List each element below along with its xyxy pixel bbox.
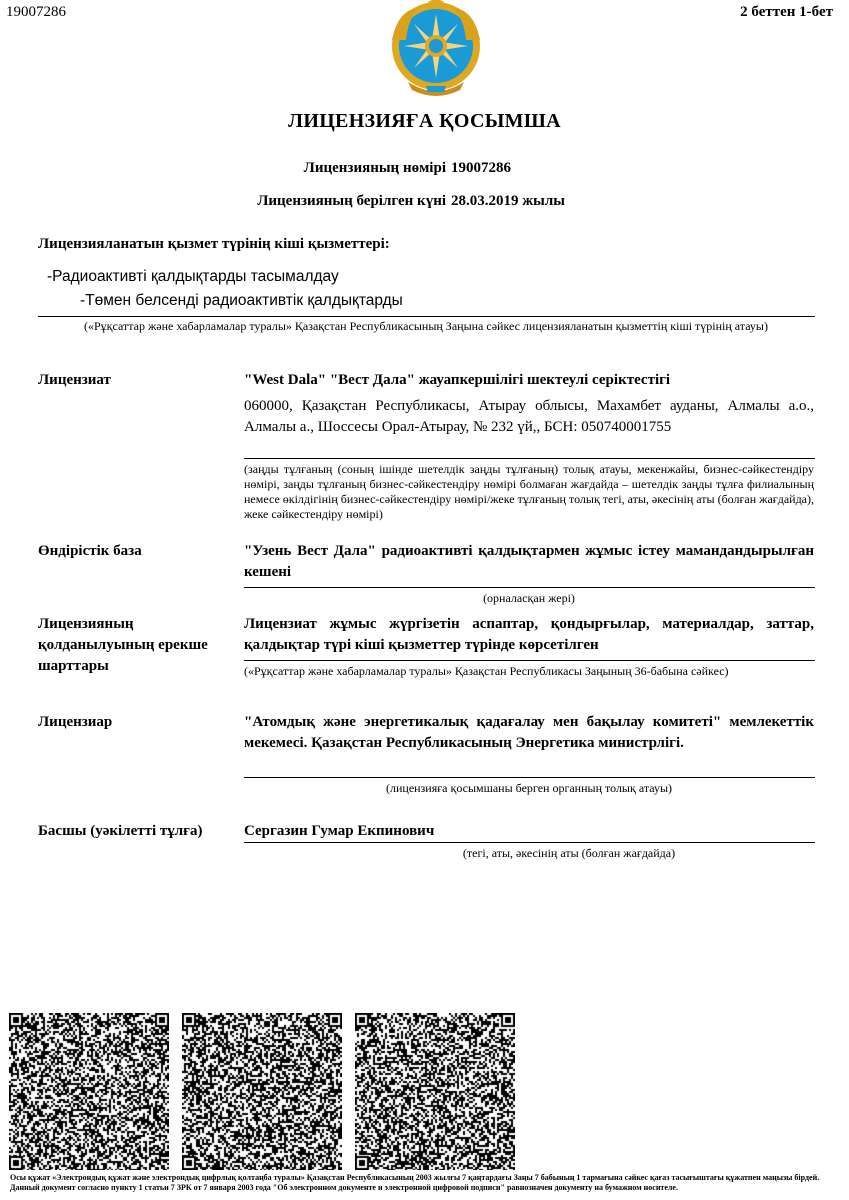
divider — [244, 842, 815, 843]
subactivity-item: -Радиоактивті қалдықтарды тасымалдау — [47, 268, 339, 285]
licensee-label: Лицензиат — [38, 372, 111, 388]
document-number: 19007286 — [6, 4, 66, 20]
licensor-caption: (лицензияға қосымшаны берген органның толық атауы) — [385, 781, 673, 795]
divider — [244, 777, 815, 778]
subactivities-caption: («Рұқсаттар және хабарламалар туралы» Қазақстан Республикасының Заңына сәйкес лицензияланатын қызметтің кіші түрінің атауы) — [84, 319, 768, 333]
divider — [244, 458, 815, 459]
licensor-label: Лицензиар — [38, 714, 113, 730]
divider — [244, 587, 815, 588]
license-date-label: Лицензияның берілген күні — [257, 193, 446, 209]
license-number-label: Лицензияның нөмірі — [303, 160, 446, 176]
legal-footer: Осы құжат «Электрондық құжат және электрондық цифрлық қолтаңба туралы» Қазақстан Республикасының 2003 жылғы 7 қаңтардағы Заңы 7 бабының 1 тармағына сәйкес қағаз тасығыштағы құжатпен маңызы бірдей. Данный документ согласно пункту 1 статьи 7 ЗРК от 7 января 2003 года "Об электронном документе и электронной цифровой подписи" равнозначен документу на бумажном носителе. — [10, 1173, 820, 1192]
page-info: 2 беттен 1-бет — [740, 4, 833, 20]
head-value: Сергазин Гумар Екпинович — [244, 823, 435, 839]
divider — [244, 660, 815, 661]
qr-code-2 — [182, 1013, 342, 1170]
subactivity-item: -Төмен белсенді радиоактивтік қалдықтарды — [80, 292, 403, 309]
qr-code-3 — [355, 1013, 515, 1170]
licensee-address: 060000, Қазақстан Республикасы, Атырау облысы, Махамбет ауданы, Алмалы а.о., Алмалы а., Шоссесы Орал-Атырау, № 232 үй,, БСН: 050740001755 — [244, 398, 814, 435]
subactivities-heading: Лицензияланатын қызмет түрінің кіші қызметтері: — [38, 236, 390, 252]
conditions-value: Лицензиат жұмыс жүргізетін аспаптар, қондырғылар, материалдар, заттар, қалдықтар түрі кіші қызметтер түрінде көрсетілген — [244, 616, 814, 653]
production-base-label: Өндірістік база — [38, 543, 142, 559]
state-emblem-icon — [388, 0, 484, 96]
conditions-caption: («Рұқсаттар және хабарламалар туралы» Қазақстан Республикасы Заңының 36-бабына сәйкес) — [244, 664, 729, 678]
qr-code-1 — [9, 1013, 169, 1170]
subactivity-item-text: Радиоактивті қалдықтарды тасымалдау — [52, 268, 339, 285]
license-number-value: 19007286 — [451, 160, 511, 176]
production-base-caption: (орналасқан жері) — [483, 591, 575, 605]
head-label: Басшы (уәкілетті тұлға) — [38, 823, 203, 839]
licensee-caption: (заңды тұлғаның (соның ішінде шетелдік заңды тұлғаның) толық атауы, мекенжайы, бизнес-сәйкестендіру нөмірі, заңды тұлғаның бизнес-сәйкестендіру нөмірі болмаған жағдайда – шетелдік заңды тұлға филиалының немесе өкілдігінің бизнес-сәйкестендіру нөмірі/жеке тұлғаның толық тегі, аты, әкесінің аты (болған жағдайда), жеке сәйкестендіру нөмірі) — [244, 462, 814, 521]
divider — [38, 316, 815, 317]
license-date-value: 28.03.2019 жылы — [451, 193, 565, 209]
production-base-value: "Узень Вест Дала" радиоактивті қалдықтармен жұмыс істеу мамандандырылған кешені — [244, 543, 814, 580]
document-title: ЛИЦЕНЗИЯҒА ҚОСЫМША — [288, 110, 561, 132]
head-caption: (тегі, аты, әкесінің аты (болған жағдайда) — [462, 846, 676, 860]
conditions-label: Лицензияның қолданылуының ерекше шарттары — [38, 616, 208, 674]
licensor-value: "Атомдық және энергетикалық қадағалау мен бақылау комитеті" мемлекеттік мекемесі. Қазақстан Республикасының Энергетика министрлігі. — [244, 714, 814, 751]
licensee-name: "West Dala" "Вест Дала" жауапкершілігі шектеулі серіктестігі — [244, 372, 671, 388]
subactivity-item-text: Төмен белсенді радиоактивтік қалдықтарды — [85, 292, 403, 309]
